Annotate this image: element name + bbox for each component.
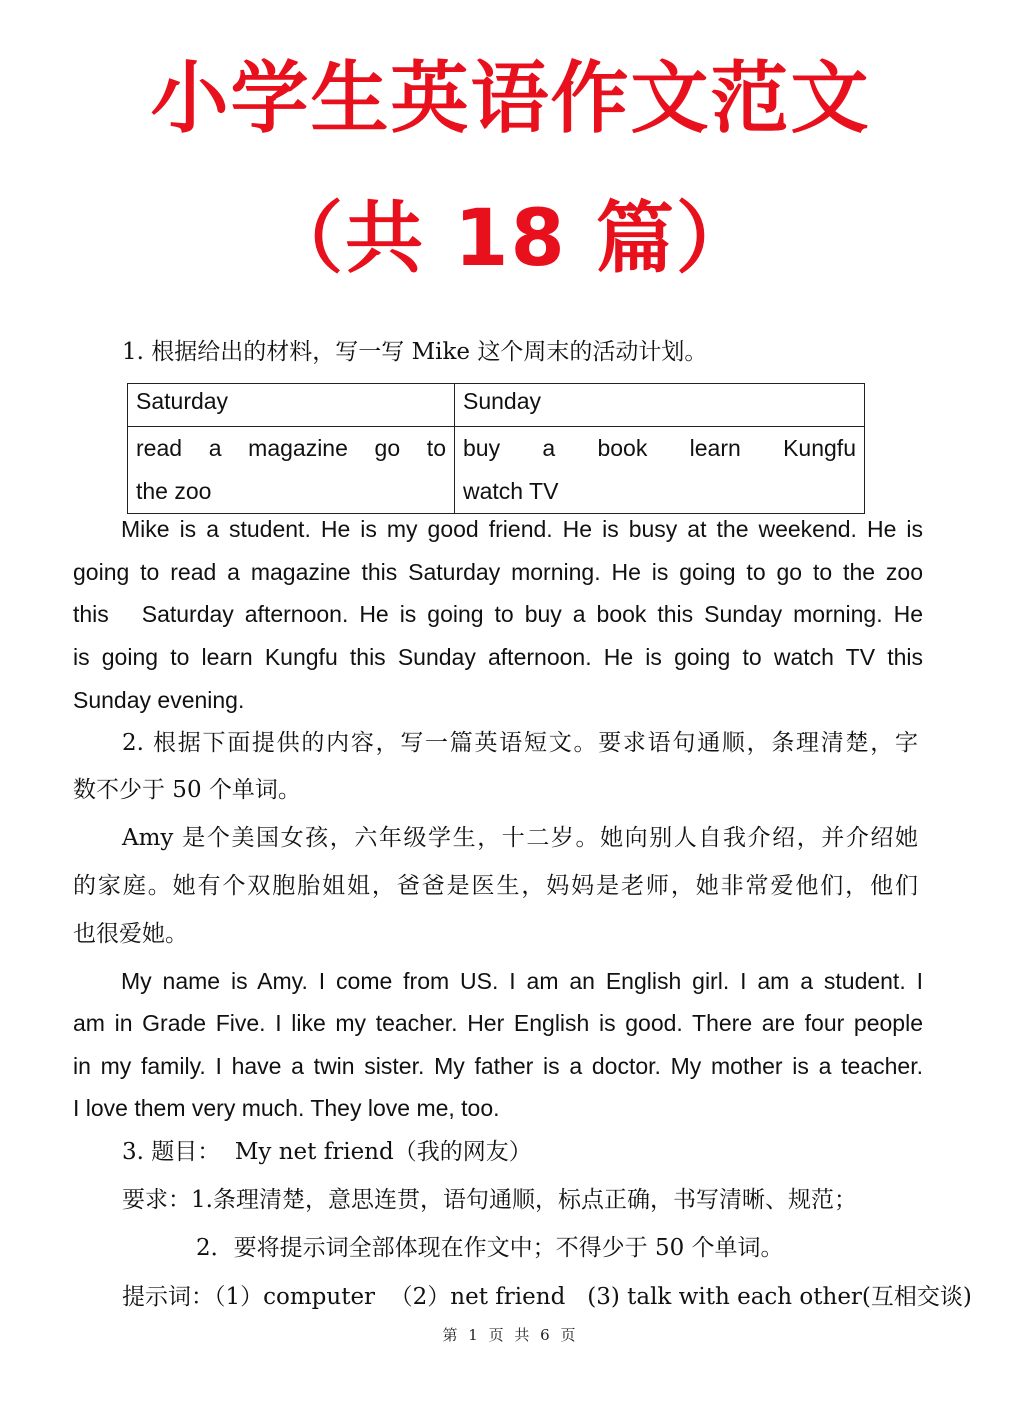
q3-requirement-2: 2．要将提示词全部体现在作文中；不得少于 50 个单词。 (196, 1235, 784, 1261)
q2-essay-line: in my family. I have a twin sister. My father is a doctor. My mother is a teacher. (73, 1053, 923, 1079)
saturday-line: the zoo (136, 478, 212, 504)
q2-material-line: 的家庭。她有个双胞胎姐姐，爸爸是医生，妈妈是老师，她非常爱他们，他们 (73, 873, 918, 899)
q2-prompt-line: 2. 根据下面提供的内容，写一篇英语短文。要求语句通顺，条理清楚，字 (122, 730, 918, 756)
saturday-line: read a magazine go to (136, 435, 446, 461)
sunday-line: buy a book learn Kungfu (463, 435, 856, 461)
weekend-plan-table (127, 383, 865, 514)
table-header-saturday: Saturday (128, 384, 455, 427)
q1-essay-line: Mike is a student. He is my good friend. He is busy at the weekend. He is (121, 516, 923, 542)
page-title: 小学生英语作文范文 (150, 54, 871, 144)
q1-essay-line: is going to learn Kungfu this Sunday afternoon. He is going to watch TV this (73, 644, 923, 670)
q3-requirement-1: 要求：1.条理清楚，意思连贯，语句通顺，标点正确，书写清晰、规范； (122, 1187, 857, 1213)
q1-prompt: 1. 根据给出的材料，写一写 Mike 这个周末的活动计划。 (122, 339, 708, 365)
q2-essay-line: My name is Amy. I come from US. I am an English girl. I am a student. I (121, 968, 923, 994)
q2-prompt-line: 数不少于 50 个单词。 (73, 777, 301, 803)
table-cell-sunday (455, 427, 865, 514)
table-cell-saturday (128, 427, 455, 514)
q2-material-line: Amy 是个美国女孩，六年级学生，十二岁。她向别人自我介绍，并介绍她 (122, 825, 918, 851)
table-header-sunday: Sunday (455, 384, 865, 427)
q1-essay-line: going to read a magazine this Saturday morning. He is going to go to the zoo (73, 559, 923, 585)
q1-essay-line: Sunday evening. (73, 687, 245, 713)
q3-hints: 提示词：（1）computer （2）net friend (3) talk with each other(互相交谈) (122, 1284, 972, 1310)
page-number: 第 1 页 共 6 页 (442, 1326, 579, 1344)
q3-topic: 3. 题目： My net friend（我的网友） (122, 1139, 532, 1165)
q1-essay-line: this Saturday afternoon. He is going to buy a book this Sunday morning. He (73, 601, 923, 627)
sunday-line: watch TV (463, 478, 559, 504)
q2-essay-line: am in Grade Five. I like my teacher. Her English is good. There are four people (73, 1010, 923, 1036)
page-subtitle: （共 18 篇） (265, 194, 756, 284)
q2-essay-line: I love them very much. They love me, too. (73, 1095, 500, 1121)
q2-material-line: 也很爱她。 (73, 921, 188, 947)
